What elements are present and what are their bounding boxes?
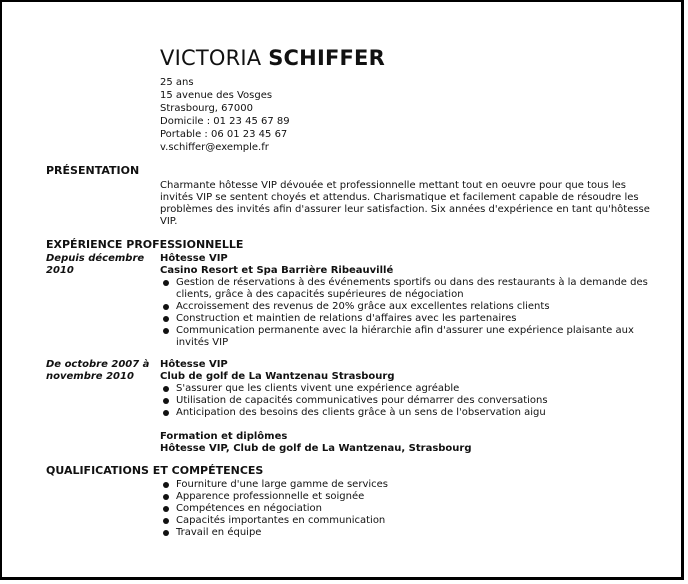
list-item: Apparence professionnelle et soignée xyxy=(160,491,660,503)
list-item: Travail en équipe xyxy=(160,527,660,539)
bullet-icon xyxy=(163,386,169,392)
training-block xyxy=(160,431,472,455)
last-name: SCHIFFER xyxy=(268,46,385,70)
phone-home: Domicile : 01 23 45 67 89 xyxy=(160,116,290,127)
presentation-heading: PRÉSENTATION xyxy=(46,164,140,177)
employer: Casino Resort et Spa Barrière Ribeauvillé xyxy=(160,265,394,276)
list-item: Gestion de réservations à des événements sportifs ou dans des restaurants à la demande des clients, grâce à des capacités supérieures de négociation xyxy=(160,277,660,301)
list-item: Fourniture d'une large gamme de services xyxy=(160,479,660,491)
list-item: Anticipation des besoins des clients grâce à un sens de l'observation aigu xyxy=(160,407,660,419)
job-date: Depuis décembre 2010 xyxy=(46,253,145,276)
presentation-text: Charmante hôtesse VIP dévouée et professionnelle mettant tout en oeuvre pour que tous les invités VIP se sentent choyés et attendus. Charismatique et facilement capable de résoudre les problèmes des invités afin d'assurer leur satisfaction. Six années d'expérience en tant qu'hôtesse VIP. xyxy=(160,180,650,227)
bullet-icon xyxy=(163,494,169,500)
training-detail: Hôtesse VIP, Club de golf de La Wantzenau, Strasbourg xyxy=(160,443,472,454)
bullet-icon xyxy=(163,316,169,322)
list-item: Compétences en négociation xyxy=(160,503,660,515)
employer: Club de golf de La Wantzenau Strasbourg xyxy=(160,371,395,382)
first-name: VICTORIA xyxy=(160,46,262,70)
bullet-icon xyxy=(163,398,169,404)
job-bullets xyxy=(160,277,660,349)
age: 25 ans xyxy=(160,77,194,88)
address-line-2: Strasbourg, 67000 xyxy=(160,103,253,114)
bullet-icon xyxy=(163,304,169,310)
bullet-icon xyxy=(163,530,169,536)
list-item: S'assurer que les clients vivent une expérience agréable xyxy=(160,383,660,395)
qualifications-list xyxy=(160,479,660,539)
bullet-icon xyxy=(163,518,169,524)
list-item: Construction et maintien de relations d'affaires avec les partenaires xyxy=(160,313,660,325)
training-title: Formation et diplômes xyxy=(160,431,288,442)
job-title: Hôtesse VIP xyxy=(160,253,228,264)
list-item: Accroissement des revenus de 20% grâce aux excellentes relations clients xyxy=(160,301,660,313)
phone-mobile: Portable : 06 01 23 45 67 xyxy=(160,129,288,140)
list-item: Utilisation de capacités communicatives pour démarrer des conversations xyxy=(160,395,660,407)
bullet-icon xyxy=(163,506,169,512)
bullet-icon xyxy=(163,328,169,334)
candidate-name xyxy=(160,44,385,72)
qualifications-heading: QUALIFICATIONS ET COMPÉTENCES xyxy=(46,464,264,477)
job-title: Hôtesse VIP xyxy=(160,359,228,370)
job-entry xyxy=(160,359,660,419)
contact-block xyxy=(160,76,290,154)
bullet-icon xyxy=(163,280,169,286)
bullet-icon xyxy=(163,482,169,488)
job-date: De octobre 2007 à novembre 2010 xyxy=(46,359,150,382)
list-item: Capacités importantes en communication xyxy=(160,515,660,527)
list-item: Communication permanente avec la hiérarchie afin d'assurer une expérience plaisante aux invités VIP xyxy=(160,325,660,349)
bullet-icon xyxy=(163,410,169,416)
experience-heading: EXPÉRIENCE PROFESSIONNELLE xyxy=(46,238,244,251)
job-bullets xyxy=(160,383,660,419)
address-line-1: 15 avenue des Vosges xyxy=(160,90,273,101)
qualifications-block xyxy=(160,479,660,539)
email: v.schiffer@exemple.fr xyxy=(160,142,269,153)
job-entry xyxy=(160,253,660,349)
